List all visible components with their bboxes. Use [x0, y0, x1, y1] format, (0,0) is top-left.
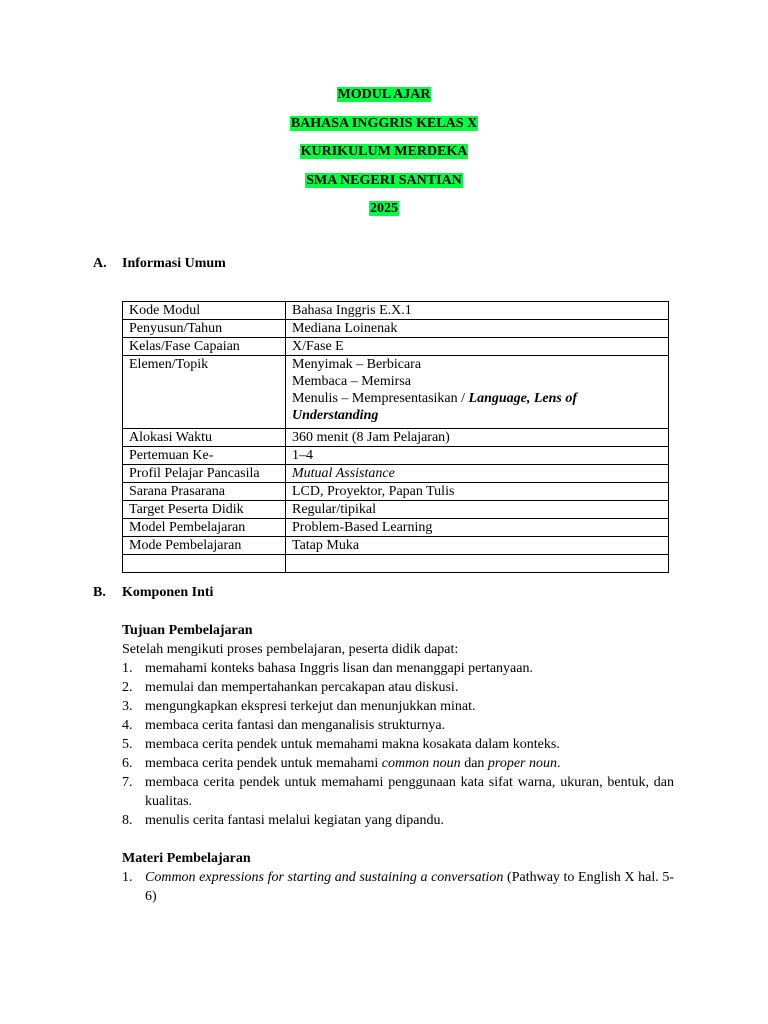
- list-item: 4. membaca cerita fantasi dan menganalisis strukturnya.: [122, 718, 446, 733]
- title-line-3: KURIKULUM MERDEKA: [300, 144, 468, 159]
- row-value: 1–4: [286, 447, 669, 465]
- table-row: [123, 465, 669, 483]
- row-value: [286, 555, 669, 573]
- tujuan-section: [122, 621, 674, 830]
- materi-list: [122, 868, 674, 906]
- list-item: 7. membaca cerita pendek untuk memahami penggunaan kata sifat warna, ukuran, bentuk, dan kualitas.: [122, 775, 674, 809]
- table-row: [123, 537, 669, 555]
- list-item: 1. Common expressions for starting and sustaining a conversation (Pathway to English X hal. 5-6): [122, 870, 674, 904]
- row-value: Tatap Muka: [286, 537, 669, 555]
- table-row: [123, 356, 669, 429]
- row-value: Regular/tipikal: [286, 501, 669, 519]
- table-row: [123, 429, 669, 447]
- row-value: 360 menit (8 Jam Pelajaran): [286, 429, 669, 447]
- table-row: [123, 302, 669, 320]
- module-title-block: [0, 86, 768, 229]
- table-row: [123, 320, 669, 338]
- materi-section: [122, 849, 674, 906]
- section-b-letter: B.: [93, 585, 106, 600]
- title-line-2: BAHASA INGGRIS KELAS X: [290, 115, 478, 131]
- row-value: Mutual Assistance: [286, 465, 669, 483]
- materi-heading: Materi Pembelajaran: [122, 851, 251, 866]
- row-value: Bahasa Inggris E.X.1: [286, 302, 669, 320]
- row-label: Target Peserta Didik: [123, 501, 286, 519]
- section-a-heading: [93, 255, 226, 273]
- section-a-letter: A.: [93, 256, 107, 271]
- table-row: [123, 501, 669, 519]
- row-label: Kode Modul: [123, 302, 286, 320]
- title-line-1: MODUL AJAR: [337, 87, 431, 102]
- row-value: LCD, Proyektor, Papan Tulis: [286, 483, 669, 501]
- list-item: 6. membaca cerita pendek untuk memahami common noun dan proper noun.: [122, 756, 561, 771]
- row-label: Profil Pelajar Pancasila: [123, 465, 286, 483]
- section-b-heading: [93, 584, 213, 602]
- table-row: [123, 483, 669, 501]
- list-item: 2. memulai dan mempertahankan percakapan atau diskusi.: [122, 680, 459, 695]
- topik-line: Menyimak – Berbicara: [292, 357, 422, 372]
- section-a-title: Informasi Umum: [122, 256, 226, 271]
- info-table: [122, 301, 669, 573]
- topik-line: Menulis – Mempresentasikan / Language, Lens of Understanding: [292, 391, 578, 423]
- row-label: Penyusun/Tahun: [123, 320, 286, 338]
- title-line-5: 2025: [370, 201, 398, 216]
- row-label: [123, 555, 286, 573]
- row-label: Model Pembelajaran: [123, 519, 286, 537]
- row-value: X/Fase E: [286, 338, 669, 356]
- section-b-title: Komponen Inti: [122, 585, 214, 600]
- tujuan-heading: Tujuan Pembelajaran: [122, 623, 253, 638]
- list-item: 3. mengungkapkan ekspresi terkejut dan menunjukkan minat.: [122, 699, 476, 714]
- list-item: 5. membaca cerita pendek untuk memahami makna kosakata dalam konteks.: [122, 737, 560, 752]
- topik-line: Membaca – Memirsa: [292, 374, 411, 389]
- table-row: [123, 338, 669, 356]
- row-label: Mode Pembelajaran: [123, 537, 286, 555]
- tujuan-intro: Setelah mengikuti proses pembelajaran, peserta didik dapat:: [122, 642, 459, 657]
- title-line-4: SMA NEGERI SANTIAN: [306, 172, 462, 188]
- list-item: 8. menulis cerita fantasi melalui kegiatan yang dipandu.: [122, 813, 444, 828]
- row-value: [286, 356, 669, 429]
- tujuan-list: [122, 659, 674, 830]
- table-row: [123, 519, 669, 537]
- row-label: Sarana Prasarana: [123, 483, 286, 501]
- row-value: Problem-Based Learning: [286, 519, 669, 537]
- list-item: 1. memahami konteks bahasa Inggris lisan dan menanggapi pertanyaan.: [122, 661, 533, 676]
- row-value: Mediana Loinenak: [286, 320, 669, 338]
- row-label: Elemen/Topik: [123, 356, 286, 429]
- row-label: Alokasi Waktu: [123, 429, 286, 447]
- row-label: Pertemuan Ke-: [123, 447, 286, 465]
- table-row: [123, 447, 669, 465]
- row-label: Kelas/Fase Capaian: [123, 338, 286, 356]
- table-row-empty: [123, 555, 669, 573]
